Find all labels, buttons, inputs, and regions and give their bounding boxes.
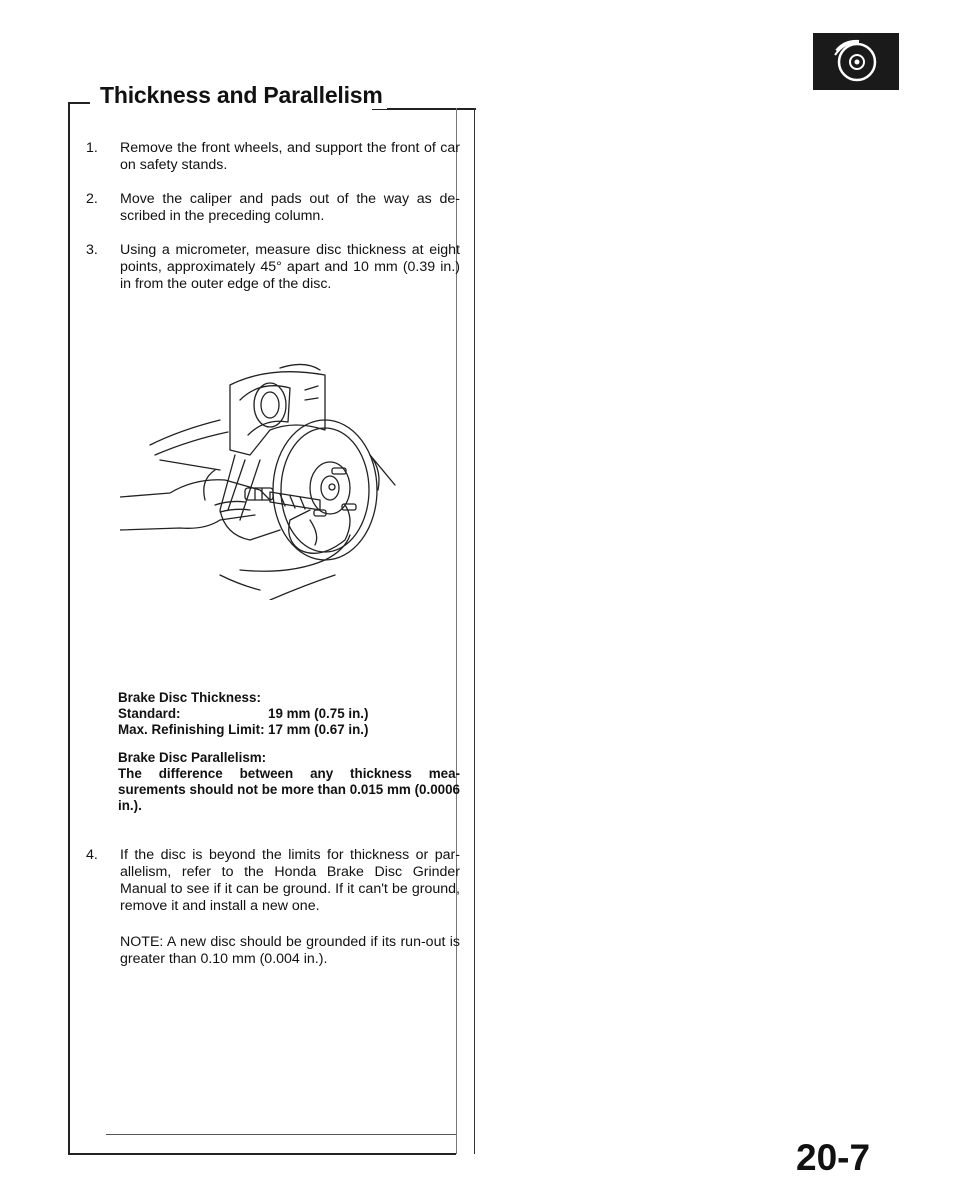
frame-top-right bbox=[372, 108, 476, 110]
max-spec-row bbox=[118, 722, 460, 738]
step-text: Remove the front wheels, and support the front of car on safety stands. bbox=[120, 140, 460, 173]
step-text: Move the caliper and pads out of the way as de-scribed in the preceding column. bbox=[120, 191, 460, 224]
standard-spec-row bbox=[118, 706, 460, 722]
step-4 bbox=[80, 847, 460, 915]
step-1 bbox=[80, 140, 460, 174]
step-2 bbox=[80, 191, 460, 225]
step-number: 3. bbox=[86, 242, 98, 258]
step-text: If the disc is beyond the limits for thickness or par-allelism, refer to the Honda Brake Disc Grinder Manual to see if it can be ground. If it can't be ground, remove it and install a new one. bbox=[120, 847, 460, 914]
step-4-block bbox=[80, 847, 460, 932]
frame-left bbox=[68, 102, 70, 1154]
step-3 bbox=[80, 242, 460, 293]
standard-value: 19 mm (0.75 in.) bbox=[268, 706, 369, 721]
frame-right bbox=[474, 108, 475, 1154]
thickness-heading: Brake Disc Thickness: bbox=[118, 690, 261, 705]
frame-bottom bbox=[68, 1153, 456, 1155]
specifications bbox=[118, 690, 460, 814]
page-number: 20-7 bbox=[796, 1137, 871, 1178]
step-number: 1. bbox=[86, 140, 98, 156]
brake-disc-icon bbox=[813, 33, 899, 90]
procedure-steps bbox=[80, 140, 460, 310]
standard-label: Standard: bbox=[118, 706, 181, 721]
max-label: Max. Refinishing Limit: bbox=[118, 722, 265, 737]
step-number: 2. bbox=[86, 191, 98, 207]
max-value: 17 mm (0.67 in.) bbox=[268, 722, 369, 737]
micrometer-illustration bbox=[120, 360, 430, 600]
frame-top-left bbox=[68, 102, 90, 104]
step-number: 4. bbox=[86, 847, 98, 863]
parallelism-text: The difference between any thickness mea-surements should not be more than 0.015 mm (0.0006 in.). bbox=[118, 766, 460, 813]
step-text: Using a micrometer, measure disc thickness at eight points, approximately 45° apart and 10 mm (0.39 in.) in from the outer edge of the disc. bbox=[120, 242, 460, 292]
note-text: NOTE: A new disc should be grounded if its run-out is greater than 0.10 mm (0.004 in.). bbox=[120, 934, 460, 968]
parallelism-heading: Brake Disc Parallelism: bbox=[118, 750, 267, 765]
section-title: Thickness and Parallelism bbox=[100, 82, 387, 109]
frame-inner-bottom bbox=[106, 1134, 456, 1135]
